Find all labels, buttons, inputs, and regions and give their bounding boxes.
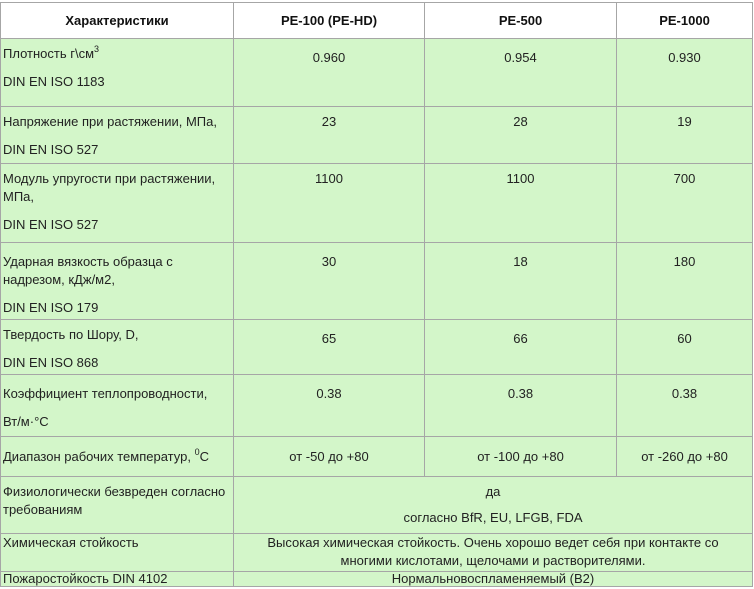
row-standard: DIN EN ISO 527 xyxy=(3,142,99,157)
cell-value xyxy=(234,375,425,437)
value-text: 180 xyxy=(673,254,696,269)
cell-value xyxy=(234,243,425,320)
row-impact-strength xyxy=(1,243,753,320)
merged-cell xyxy=(234,477,753,534)
row-name: Физиологически безвреден согласно требованиям xyxy=(3,484,226,517)
value-text: 23 xyxy=(321,114,337,129)
row-name: Модуль упругости при растяжении, МПа, xyxy=(3,171,216,204)
cell-value xyxy=(617,107,753,164)
row-label xyxy=(1,534,234,572)
row-temperature-range xyxy=(1,437,753,477)
row-tensile-modulus xyxy=(1,164,753,243)
header-characteristics: Характеристики xyxy=(1,3,234,39)
row-density xyxy=(1,39,753,107)
value-text-secondary: согласно BfR, EU, LFGB, FDA xyxy=(403,510,583,525)
value-text: 0.38 xyxy=(671,386,698,401)
row-label xyxy=(1,320,234,375)
header-pe1000: PE-1000 xyxy=(617,3,753,39)
merged-cell xyxy=(234,572,753,587)
row-name: Твердость по Шору, D, xyxy=(3,327,139,342)
row-name: Химическая стойкость xyxy=(3,535,139,550)
row-label xyxy=(1,107,234,164)
properties-table xyxy=(0,2,753,587)
row-label xyxy=(1,572,234,587)
row-chemical-resistance xyxy=(1,534,753,572)
value-text: 66 xyxy=(513,331,528,346)
cell-value xyxy=(617,375,753,437)
cell-value xyxy=(617,164,753,243)
cell-value xyxy=(234,107,425,164)
cell-value xyxy=(425,437,617,477)
header-row xyxy=(1,3,753,39)
row-standard: DIN EN ISO 179 xyxy=(3,300,99,315)
row-standard: Вт/м·°С xyxy=(3,414,49,429)
value-text: 19 xyxy=(677,114,692,129)
row-label xyxy=(1,243,234,320)
row-name: Ударная вязкость образца с надрезом, кДж/м2, xyxy=(3,254,173,287)
row-label xyxy=(1,164,234,243)
value-text: 60 xyxy=(677,331,692,346)
row-name-end: С xyxy=(199,448,209,464)
cell-value xyxy=(234,437,425,477)
cell-value xyxy=(425,164,617,243)
row-physiologically-safe xyxy=(1,477,753,534)
value-text: от -260 до +80 xyxy=(641,448,728,464)
value-text: 1100 xyxy=(315,171,343,186)
value-text: от -50 до +80 xyxy=(289,448,369,464)
cell-value xyxy=(425,375,617,437)
value-text: 0.930 xyxy=(668,50,701,65)
cell-value xyxy=(425,39,617,107)
row-label xyxy=(1,39,234,107)
value-text: 28 xyxy=(513,114,528,129)
value-text: 0.960 xyxy=(312,50,346,65)
row-name: Плотность г\см xyxy=(3,46,95,61)
cell-value xyxy=(425,320,617,375)
row-label xyxy=(1,477,234,534)
cell-value xyxy=(617,39,753,107)
cell-value xyxy=(234,164,425,243)
row-name: Пожаростойкость DIN 4102 xyxy=(3,571,168,586)
value-text: 0.954 xyxy=(504,50,537,65)
cell-value xyxy=(425,243,617,320)
row-fire-resistance xyxy=(1,572,753,587)
row-name: Напряжение при растяжении, МПа, xyxy=(3,114,217,129)
row-standard: DIN EN ISO 527 xyxy=(3,217,99,232)
cell-value xyxy=(234,320,425,375)
value-text: 700 xyxy=(673,171,696,186)
header-pe500: PE-500 xyxy=(425,3,617,39)
cell-value xyxy=(425,107,617,164)
row-shore-hardness xyxy=(1,320,753,375)
row-name: Коэффициент теплопроводности, xyxy=(3,386,208,401)
row-thermal-conductivity xyxy=(1,375,753,437)
value-text: 18 xyxy=(513,254,528,269)
row-label xyxy=(1,437,234,477)
superscript: 0 xyxy=(194,446,200,457)
row-standard: DIN EN ISO 1183 xyxy=(3,74,105,89)
header-pe100: PE-100 (PE-HD) xyxy=(234,3,425,39)
value-text: Нормальновоспламеняемый (B2) xyxy=(391,571,595,586)
value-text: Высокая химическая стойкость. Очень хорошо ведет себя при контакте со многими кислотами, щелочами и растворителями. xyxy=(267,535,719,568)
row-name: Диапазон рабочих температур, xyxy=(3,448,195,464)
row-tensile-stress xyxy=(1,107,753,164)
value-text: да xyxy=(485,484,501,499)
row-label xyxy=(1,375,234,437)
row-standard: DIN EN ISO 868 xyxy=(3,355,99,370)
value-text: 1100 xyxy=(506,171,535,186)
cell-value xyxy=(617,243,753,320)
cell-value xyxy=(234,39,425,107)
value-text: 0.38 xyxy=(316,386,342,401)
cell-value xyxy=(617,320,753,375)
value-text: 0.38 xyxy=(507,386,534,401)
value-text: 30 xyxy=(321,254,337,269)
merged-cell xyxy=(234,534,753,572)
value-text: 65 xyxy=(321,331,337,346)
superscript: 3 xyxy=(94,44,100,54)
value-text: от -100 до +80 xyxy=(477,448,564,464)
cell-value xyxy=(617,437,753,477)
